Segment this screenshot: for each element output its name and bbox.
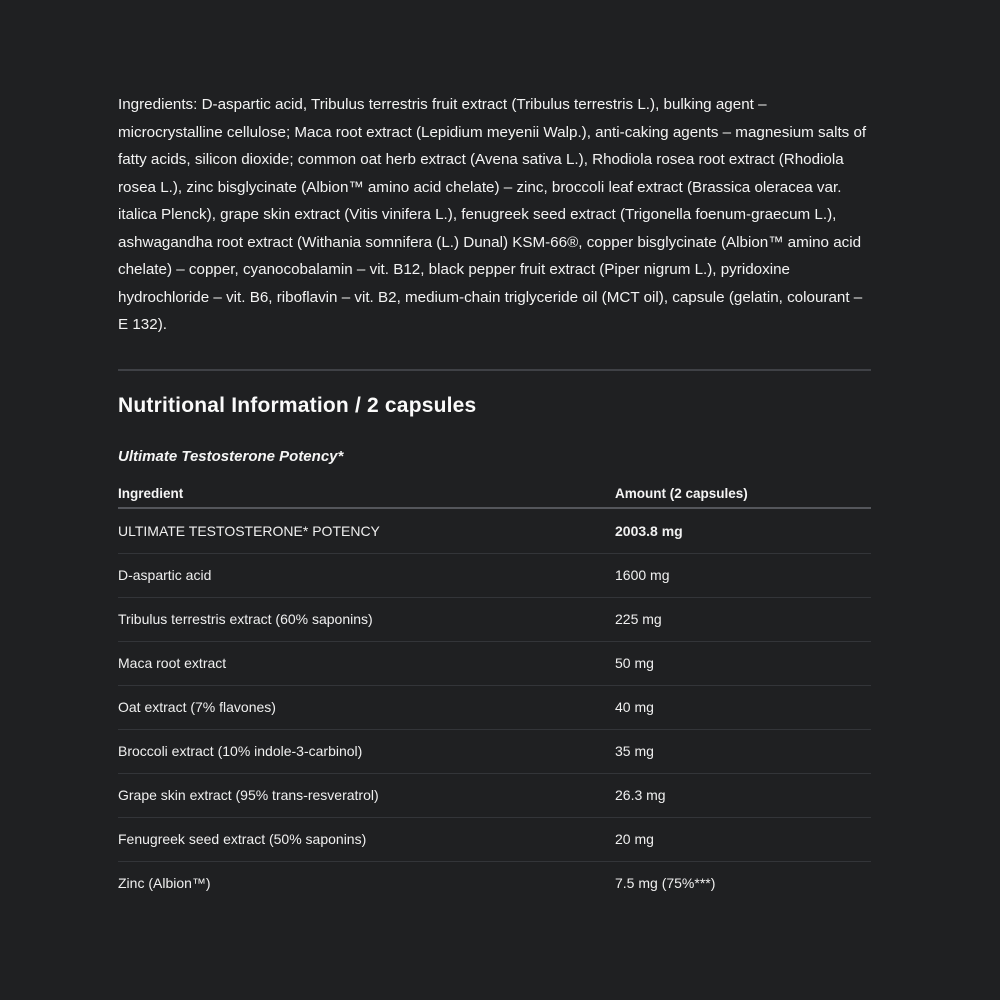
table-row (118, 597, 871, 641)
amount-cell: 225 mg (615, 611, 662, 627)
table-row (118, 509, 871, 553)
amount-cell: 35 mg (615, 743, 654, 759)
ingredient-cell: Maca root extract (118, 655, 227, 671)
nutrition-table (118, 480, 871, 905)
table-row (118, 817, 871, 861)
amount-cell: 7.5 mg (75%***) (615, 875, 716, 891)
nutrition-table-header (118, 480, 871, 509)
amount-cell: 50 mg (615, 655, 654, 671)
table-row (118, 729, 871, 773)
ingredient-cell: Broccoli extract (10% indole-3-carbinol) (118, 743, 363, 759)
column-header-ingredient: Ingredient (118, 485, 184, 501)
amount-cell: 40 mg (615, 699, 654, 715)
amount-cell: 2003.8 mg (615, 522, 683, 539)
amount-cell: 26.3 mg (615, 787, 666, 803)
ingredient-cell: Grape skin extract (95% trans-resveratrol) (118, 787, 379, 803)
ingredients-paragraph: Ingredients: D-aspartic acid, Tribulus terrestris fruit extract (Tribulus terrestris L.), bulking agent – microcrystalline cellulose; Maca root extract (Lepidium meyenii Walp.), anti-caking agents – magnesium salts of fatty acids, silicon dioxide; common oat herb extract (Avena sativa L.), Rhodiola rosea root extract (Rhodiola rosea L.), zinc bisglycinate (Albion™ amino acid chelate) – zinc, broccoli leaf extract (Brassica oleracea var. italica Plenck), grape skin extract (Vitis vinifera L.), fenugreek seed extract (Trigonella foenum-graecum L.), ashwagandha root extract (Withania somnifera (L.) Dunal) KSM-66®, copper bisglycinate (Albion™ amino acid chelate) – copper, cyanocobalamin – vit. B12, black pepper fruit extract (Piper nigrum L.), pyridoxine hydrochloride – vit. B6, riboflavin – vit. B2, medium-chain triglyceride oil (MCT oil), capsule (gelatin, colourant – E 132). (118, 96, 867, 333)
content-column (118, 0, 871, 905)
table-row (118, 553, 871, 597)
amount-cell: 20 mg (615, 831, 654, 847)
ingredient-cell: Oat extract (7% flavones) (118, 699, 276, 715)
amount-cell: 1600 mg (615, 567, 670, 583)
ingredient-cell: Fenugreek seed extract (50% saponins) (118, 831, 367, 847)
ingredient-cell: D-aspartic acid (118, 567, 212, 583)
table-row (118, 773, 871, 817)
column-header-amount: Amount (2 capsules) (615, 485, 748, 501)
table-row (118, 861, 871, 905)
table-row (118, 641, 871, 685)
nutrition-subtitle: Ultimate Testosterone Potency* (118, 447, 344, 465)
section-divider (118, 369, 871, 371)
ingredient-cell: Tribulus terrestris extract (60% saponins) (118, 611, 373, 627)
ingredient-cell: Zinc (Albion™) (118, 875, 211, 891)
table-row (118, 685, 871, 729)
nutrition-heading: Nutritional Information / 2 capsules (118, 393, 477, 417)
nutrition-table-body (118, 509, 871, 905)
ingredient-cell: ULTIMATE TESTOSTERONE* POTENCY (118, 522, 380, 539)
